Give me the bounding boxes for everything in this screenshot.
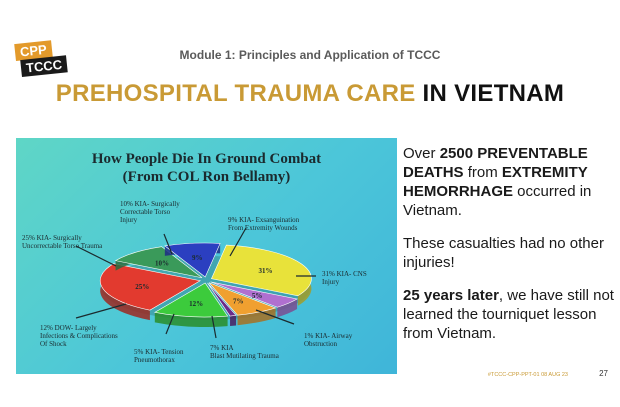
pie-slice-label: 10% bbox=[155, 259, 170, 268]
paragraph-no-other-injuries: These casualties had no other injuries! bbox=[403, 235, 604, 271]
logo-cpp: CPP bbox=[14, 40, 52, 61]
pie-slice-label: 25% bbox=[135, 282, 150, 291]
label-tension: 5% KIA- Tension Pneumothorax bbox=[134, 348, 184, 364]
pie-slice-label: 9% bbox=[192, 253, 203, 262]
arrow-dow bbox=[76, 304, 126, 318]
label-blast: 7% KIA Blast Mutilating Trauma bbox=[210, 344, 279, 360]
title-part2: IN VIETNAM bbox=[422, 80, 565, 107]
chart-panel bbox=[16, 138, 397, 374]
label-torso-uncorrectable: 25% KIA- Surgically Uncorrectable Torso Trauma bbox=[22, 234, 103, 250]
chart-title-line2: (From COL Ron Bellamy) bbox=[122, 169, 291, 185]
pie-slice-label: 5% bbox=[251, 291, 263, 300]
module-header: Module 1: Principles and Application of TCCC bbox=[179, 48, 441, 62]
pie-slice-label: 31% bbox=[258, 266, 273, 275]
paragraph-preventable-deaths: Over 2500 PREVENTABLE DEATHS from EXTREMITY HEMORRHAGE occurred in Vietnam. bbox=[403, 145, 592, 219]
chart-title-line1: How People Die In Ground Combat bbox=[91, 151, 322, 167]
body-text bbox=[403, 144, 617, 357]
title-part1: PREHOSPITAL TRAUMA CARE bbox=[55, 80, 416, 107]
paragraph-lesson: 25 years later, we have still not learned the tourniquet lesson from Vietnam. bbox=[403, 287, 614, 342]
footer-code: #TCCC-CPP-PPT-01 08 AUG 23 bbox=[487, 372, 568, 378]
page-number: 27 bbox=[599, 369, 608, 378]
pie-slices bbox=[100, 243, 311, 327]
pie-slice-side bbox=[230, 315, 236, 326]
label-airway: 1% KIA- Airway Obstruction bbox=[304, 332, 353, 348]
pie-slice-label: 7% bbox=[232, 297, 244, 306]
label-cns: 31% KIA- CNS Injury bbox=[322, 270, 367, 286]
logo-tccc: TCCC bbox=[20, 55, 68, 77]
label-dow: 12% DOW- Largely Infections & Complications Of Shock bbox=[40, 324, 118, 348]
slide-title bbox=[0, 80, 620, 108]
label-torso-correctable: 10% KIA- Surgically Correctable Torso Injury bbox=[120, 200, 180, 224]
pie-slice-label: 12% bbox=[189, 300, 204, 309]
label-exsanguination: 9% KIA- Exsanguination From Extremity Wounds bbox=[228, 216, 300, 232]
